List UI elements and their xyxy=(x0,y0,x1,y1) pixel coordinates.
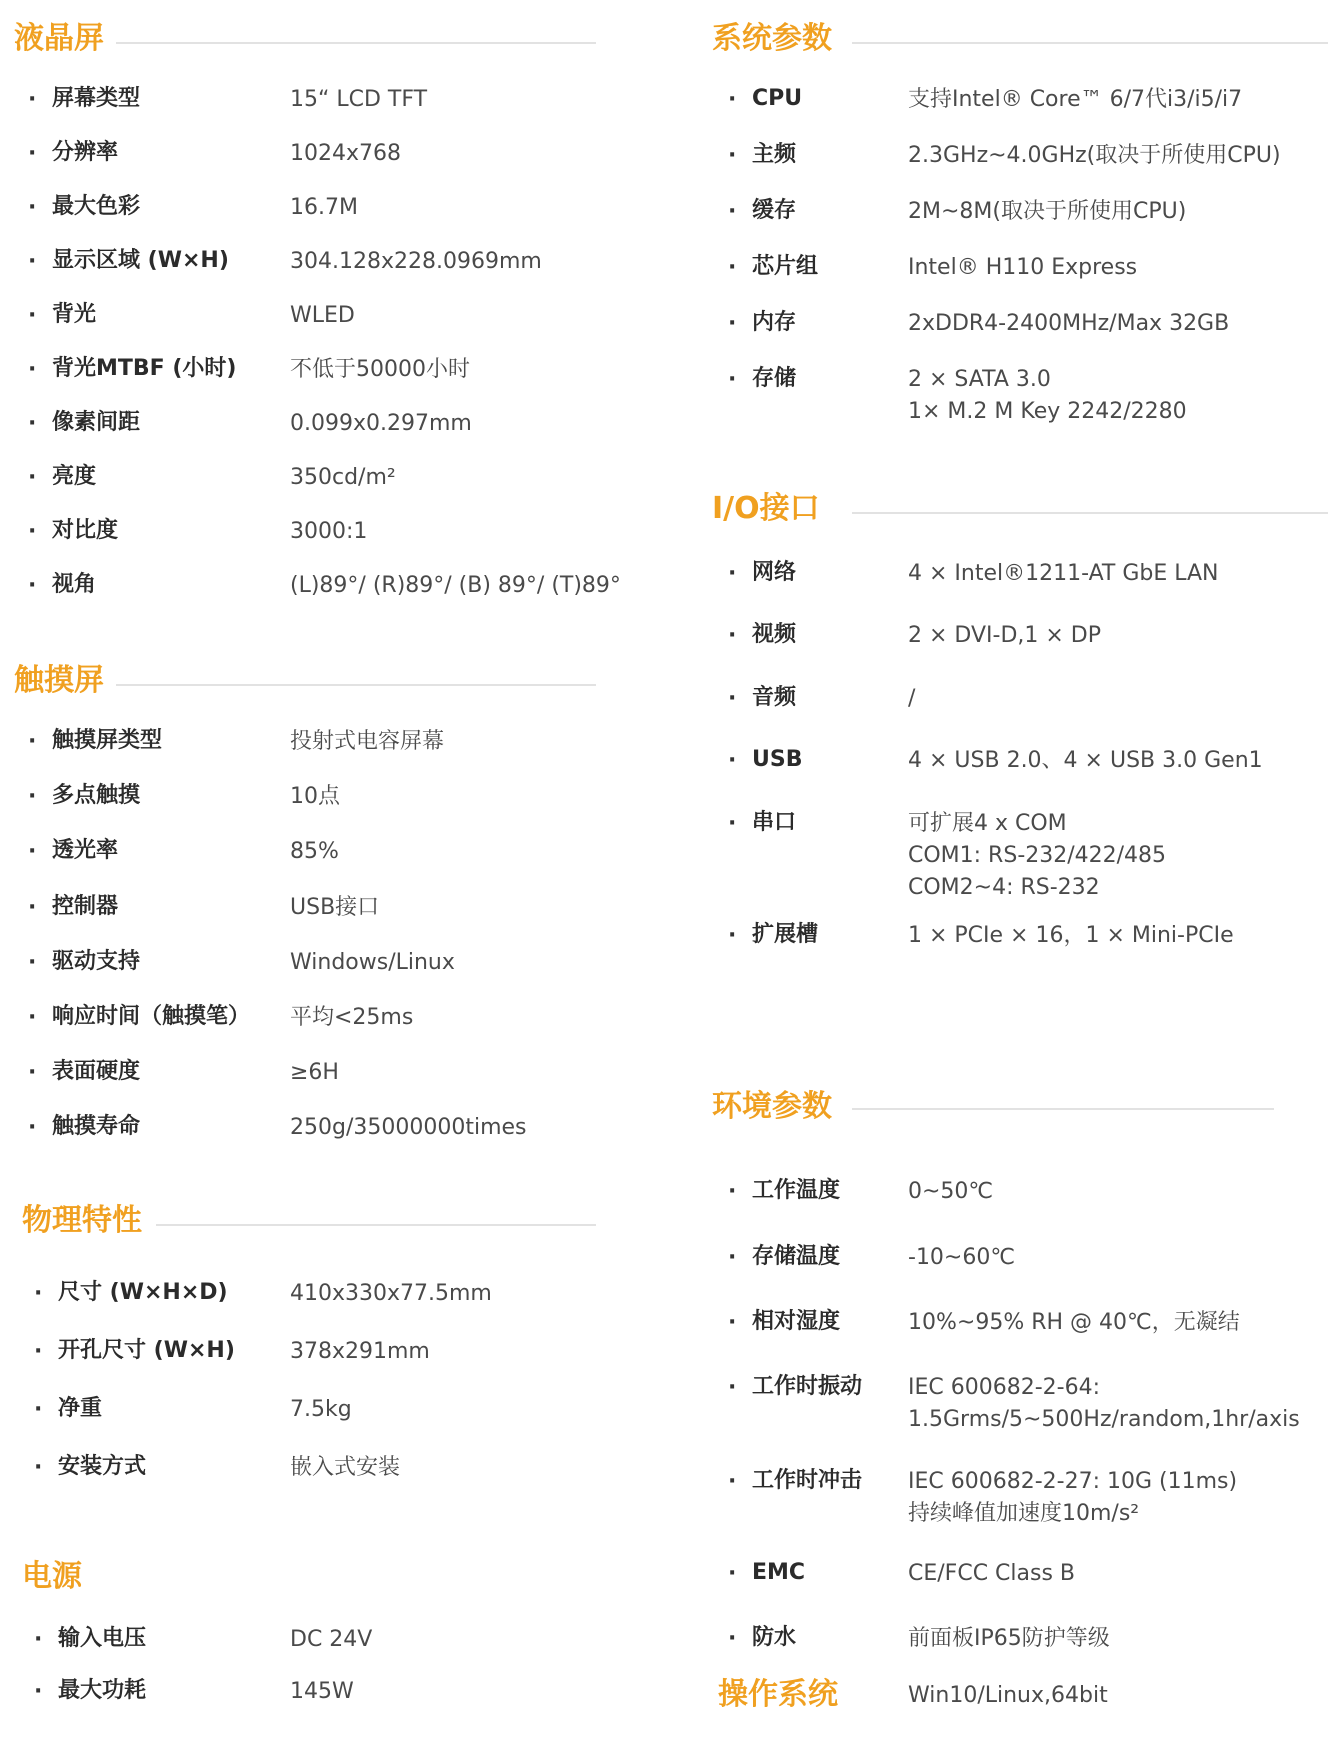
lcd-spec-label: 分辨率 xyxy=(52,140,119,165)
bullet-marker: · xyxy=(28,141,37,166)
lcd-spec-value: 0.099x0.297mm xyxy=(290,411,472,436)
section-title-power: 电源 xyxy=(22,1559,82,1594)
bullet-marker: · xyxy=(28,465,37,490)
lcd-spec-label: 最大色彩 xyxy=(52,194,141,219)
bullet-marker: · xyxy=(28,1060,37,1085)
bullet-marker: · xyxy=(728,311,737,336)
system-spec-value: 2M~8M(取决于所使用CPU) xyxy=(908,199,1187,224)
power-spec-value: 145W xyxy=(290,1679,354,1704)
touch-spec-value: 85% xyxy=(290,839,339,864)
bullet-marker: · xyxy=(34,1455,43,1480)
power-spec-label: 最大功耗 xyxy=(58,1678,147,1703)
lcd-spec-value: 16.7M xyxy=(290,195,358,220)
bullet-marker: · xyxy=(728,1310,737,1335)
env-spec-label: 工作时振动 xyxy=(752,1374,863,1399)
env-spec-value: -10~60℃ xyxy=(908,1245,1016,1270)
env-spec-label: 工作时冲击 xyxy=(752,1468,863,1493)
bullet-marker: · xyxy=(28,195,37,220)
bullet-marker: · xyxy=(28,784,37,809)
env-spec-value: 前面板IP65防护等级 xyxy=(908,1626,1110,1651)
bullet-marker: · xyxy=(728,748,737,773)
lcd-spec-label: 对比度 xyxy=(52,518,119,543)
env-spec-value: 10%~95% RH @ 40℃，无凝结 xyxy=(908,1310,1240,1335)
physical-spec-value: 7.5kg xyxy=(290,1397,352,1422)
bullet-marker: · xyxy=(34,1679,43,1704)
section-title-os: 操作系统 xyxy=(718,1677,838,1712)
section-title-io: I/O接口 xyxy=(712,491,820,526)
bullet-marker: · xyxy=(28,1115,37,1140)
env-spec-label: 相对湿度 xyxy=(752,1309,841,1334)
bullet-marker: · xyxy=(728,199,737,224)
bullet-marker: · xyxy=(728,1561,737,1586)
bullet-marker: · xyxy=(728,367,737,392)
io-spec-value: 4 × Intel®1211-AT GbE LAN xyxy=(908,561,1219,586)
bullet-marker: · xyxy=(728,1245,737,1270)
lcd-spec-label: 屏幕类型 xyxy=(52,86,141,111)
section-divider xyxy=(116,42,596,44)
io-spec-value: 可扩展4 x COM COM1: RS-232/422/485 COM2~4: RS-232 xyxy=(908,811,1167,900)
bullet-marker: · xyxy=(28,519,37,544)
env-spec-label: 工作温度 xyxy=(752,1178,841,1203)
touch-spec-value: 250g/35000000times xyxy=(290,1115,527,1140)
bullet-marker: · xyxy=(728,1375,737,1400)
section-title-system: 系统参数 xyxy=(712,21,832,56)
physical-spec-label: 安装方式 xyxy=(58,1454,147,1479)
touch-spec-label: 控制器 xyxy=(52,894,119,919)
bullet-marker: · xyxy=(28,87,37,112)
io-spec-label: 扩展槽 xyxy=(752,922,819,947)
bullet-marker: · xyxy=(728,1179,737,1204)
system-spec-value: Intel® H110 Express xyxy=(908,255,1138,280)
touch-spec-label: 触摸屏类型 xyxy=(52,728,163,753)
section-title-lcd: 液晶屏 xyxy=(14,21,104,56)
bullet-marker: · xyxy=(34,1281,43,1306)
section-divider xyxy=(852,512,1328,514)
touch-spec-label: 表面硬度 xyxy=(52,1059,141,1084)
bullet-marker: · xyxy=(728,561,737,586)
touch-spec-label: 响应时间（触摸笔） xyxy=(52,1004,251,1029)
bullet-marker: · xyxy=(34,1627,43,1652)
system-spec-label: 芯片组 xyxy=(752,254,819,279)
section-divider xyxy=(156,1224,596,1226)
bullet-marker: · xyxy=(28,411,37,436)
bullet-marker: · xyxy=(28,895,37,920)
bullet-marker: · xyxy=(28,729,37,754)
touch-spec-label: 多点触摸 xyxy=(52,783,141,808)
section-title-touch: 触摸屏 xyxy=(14,663,104,698)
bullet-marker: · xyxy=(34,1339,43,1364)
lcd-spec-label: 像素间距 xyxy=(52,410,141,435)
section-divider xyxy=(852,1108,1274,1110)
physical-spec-value: 嵌入式安装 xyxy=(290,1455,401,1480)
touch-spec-value: 平均<25ms xyxy=(290,1005,414,1030)
system-spec-value: 2.3GHz~4.0GHz(取决于所使用CPU) xyxy=(908,143,1281,168)
bullet-marker: · xyxy=(28,1005,37,1030)
lcd-spec-label: 背光 xyxy=(52,302,97,327)
bullet-marker: · xyxy=(28,573,37,598)
system-spec-label: 存储 xyxy=(752,366,797,391)
env-spec-value: IEC 600682-2-64: 1.5Grms/5~500Hz/random,1hr/axis xyxy=(908,1375,1300,1432)
system-spec-label: 主频 xyxy=(752,142,797,167)
physical-spec-label: 尺寸 (W×H×D) xyxy=(58,1280,228,1305)
bullet-marker: · xyxy=(728,923,737,948)
system-spec-label: CPU xyxy=(752,86,803,111)
lcd-spec-label: 背光MTBF (小时) xyxy=(52,356,237,381)
system-spec-label: 内存 xyxy=(752,310,797,335)
env-spec-value: CE/FCC Class B xyxy=(908,1561,1076,1586)
bullet-marker: · xyxy=(34,1397,43,1422)
touch-spec-value: 投射式电容屏幕 xyxy=(290,729,445,754)
bullet-marker: · xyxy=(28,839,37,864)
physical-spec-label: 净重 xyxy=(58,1396,103,1421)
lcd-spec-value: (L)89°/ (R)89°/ (B) 89°/ (T)89° xyxy=(290,573,621,598)
section-title-env: 环境参数 xyxy=(712,1089,832,1124)
bullet-marker: · xyxy=(728,87,737,112)
env-spec-label: 防水 xyxy=(752,1625,797,1650)
env-spec-label: EMC xyxy=(752,1560,806,1585)
bullet-marker: · xyxy=(728,143,737,168)
bullet-marker: · xyxy=(728,811,737,836)
bullet-marker: · xyxy=(28,303,37,328)
io-spec-value: 4 × USB 2.0、4 × USB 3.0 Gen1 xyxy=(908,748,1263,773)
bullet-marker: · xyxy=(28,249,37,274)
bullet-marker: · xyxy=(28,357,37,382)
env-spec-label: 存储温度 xyxy=(752,1244,841,1269)
system-spec-value: 支持Intel® Core™ 6/7代i3/i5/i7 xyxy=(908,87,1243,112)
lcd-spec-value: 15“ LCD TFT xyxy=(290,87,428,112)
section-divider xyxy=(852,42,1328,44)
touch-spec-label: 触摸寿命 xyxy=(52,1114,141,1139)
lcd-spec-label: 视角 xyxy=(52,572,97,597)
lcd-spec-value: 350cd/m² xyxy=(290,465,396,490)
lcd-spec-value: 304.128x228.0969mm xyxy=(290,249,542,274)
bullet-marker: · xyxy=(728,255,737,280)
bullet-marker: · xyxy=(728,686,737,711)
system-spec-value: 2 × SATA 3.0 1× M.2 M Key 2242/2280 xyxy=(908,367,1187,424)
touch-spec-value: 10点 xyxy=(290,784,340,809)
io-spec-label: 视频 xyxy=(752,622,797,647)
section-title-physical: 物理特性 xyxy=(22,1203,142,1238)
power-spec-value: DC 24V xyxy=(290,1627,373,1652)
lcd-spec-value: 1024x768 xyxy=(290,141,401,166)
physical-spec-value: 378x291mm xyxy=(290,1339,430,1364)
bullet-marker: · xyxy=(28,950,37,975)
power-spec-label: 输入电压 xyxy=(58,1626,147,1651)
touch-spec-label: 透光率 xyxy=(52,838,119,863)
touch-spec-value: Windows/Linux xyxy=(290,950,455,975)
io-spec-label: 串口 xyxy=(752,810,797,835)
bullet-marker: · xyxy=(728,1626,737,1651)
lcd-spec-value: 3000:1 xyxy=(290,519,368,544)
io-spec-label: USB xyxy=(752,747,803,772)
lcd-spec-label: 显示区域 (W×H) xyxy=(52,248,229,273)
io-spec-label: 音频 xyxy=(752,685,797,710)
system-spec-label: 缓存 xyxy=(752,198,797,223)
touch-spec-label: 驱动支持 xyxy=(52,949,141,974)
io-spec-value: 2 × DVI-D,1 × DP xyxy=(908,623,1102,648)
os-value: Win10/Linux,64bit xyxy=(908,1683,1108,1708)
env-spec-value: 0~50℃ xyxy=(908,1179,994,1204)
system-spec-value: 2xDDR4-2400MHz/Max 32GB xyxy=(908,311,1230,336)
env-spec-value: IEC 600682-2-27: 10G (11ms) 持续峰值加速度10m/s² xyxy=(908,1469,1238,1526)
physical-spec-value: 410x330x77.5mm xyxy=(290,1281,492,1306)
io-spec-value: / xyxy=(908,686,916,711)
section-divider xyxy=(116,684,596,686)
io-spec-value: 1 × PCIe × 16，1 × Mini-PCIe xyxy=(908,923,1234,948)
io-spec-label: 网络 xyxy=(752,560,797,585)
lcd-spec-value: 不低于50000小时 xyxy=(290,357,470,382)
bullet-marker: · xyxy=(728,623,737,648)
physical-spec-label: 开孔尺寸 (W×H) xyxy=(58,1338,235,1363)
lcd-spec-value: WLED xyxy=(290,303,355,328)
touch-spec-value: ≥6H xyxy=(290,1060,339,1085)
touch-spec-value: USB接口 xyxy=(290,895,380,920)
bullet-marker: · xyxy=(728,1469,737,1494)
lcd-spec-label: 亮度 xyxy=(52,464,97,489)
